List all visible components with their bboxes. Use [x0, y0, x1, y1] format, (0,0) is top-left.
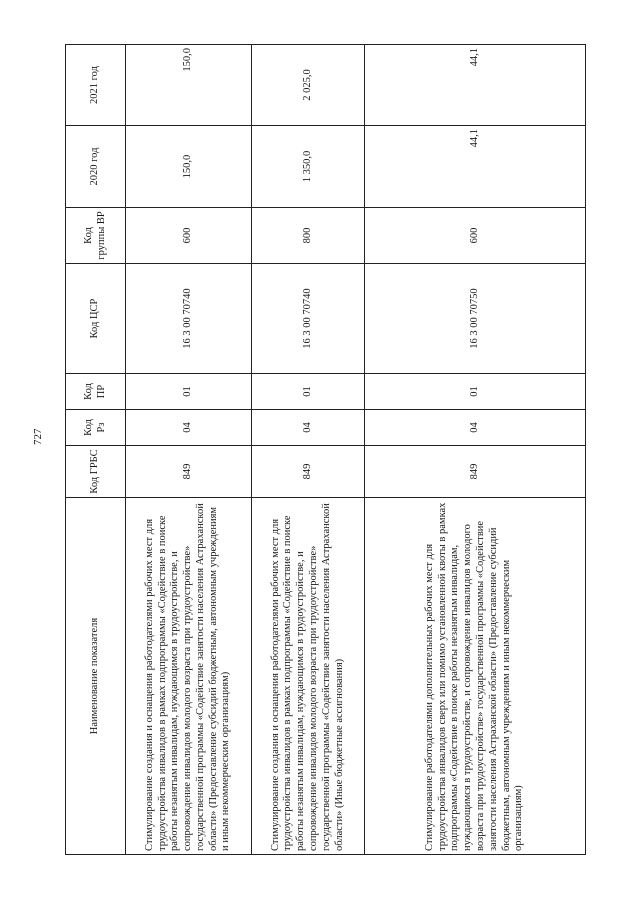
header-csr: Код ЦСР	[66, 264, 126, 374]
table-header-row	[66, 45, 126, 855]
row-grbs: 849	[365, 446, 586, 498]
header-pr: Код ПР	[66, 374, 126, 410]
row-name: Стимулирование создания и оснащения работодателями рабочих мест для трудоустройства инвалидов в рамках подпрограммы «Содействие в поиске работы незанятым инвалидам, нуждающимся в трудоустройстве, и сопровождение инвалидов молодого возраста при трудоустройстве» государственной программы «Содействие занятости населения Астраханской области» (Предоставление субсидий бюджетным, автономным учреждениям и иным некоммерческим организациям)	[126, 498, 252, 855]
row-csr: 16 3 00 70750	[365, 264, 586, 374]
row-name: Стимулирование работодателями дополнительных рабочих мест для трудоустройства инвалидов сверх или помимо установленной квоты в рамках подпрограммы «Содействие в поиске работы незанятым инвалидам, нуждающимся в трудоустройстве, и сопровождение инвалидов молодого возраста при трудоустройстве» государственной программы «Содействие занятости населения Астраханской области» (Предоставление субсидий бюджетным, автономным учреждениям и иным некоммерческим организациям)	[365, 498, 586, 855]
rotated-table-container	[65, 45, 585, 855]
row-2021: 44,1	[365, 45, 586, 126]
header-grbs: Код ГРБС	[66, 446, 126, 498]
table-row	[126, 45, 252, 855]
row-rz: 04	[365, 410, 586, 446]
row-grbs: 849	[252, 446, 365, 498]
row-vr: 800	[252, 208, 365, 264]
table-row	[252, 45, 365, 855]
header-vr: Код группы ВР	[66, 208, 126, 264]
header-rz: Код Рз	[66, 410, 126, 446]
row-pr: 01	[252, 374, 365, 410]
row-rz: 04	[252, 410, 365, 446]
page-number: 727	[32, 428, 44, 445]
row-2020: 1 350,0	[252, 126, 365, 208]
budget-table	[65, 44, 586, 855]
row-csr: 16 3 00 70740	[252, 264, 365, 374]
row-pr: 01	[365, 374, 586, 410]
header-name: Наименование показателя	[66, 498, 126, 855]
header-2021: 2021 год	[66, 45, 126, 126]
row-vr: 600	[365, 208, 586, 264]
row-csr: 16 3 00 70740	[126, 264, 252, 374]
header-2020: 2020 год	[66, 126, 126, 208]
row-grbs: 849	[126, 446, 252, 498]
table-row	[365, 45, 586, 855]
row-2021: 2 025,0	[252, 45, 365, 126]
row-name: Стимулирование создания и оснащения работодателями рабочих мест для трудоустройства инвалидов в рамках подпрограммы «Содействие в поиске работы незанятым инвалидам, нуждающимся в трудоустройстве, и сопровождение инвалидов молодого возраста при трудоустройстве» государственной программы «Содействие занятости населения Астраханской области» (Иные бюджетные ассигнования)	[252, 498, 365, 855]
row-2020: 150,0	[126, 126, 252, 208]
row-2021: 150,0	[126, 45, 252, 126]
row-pr: 01	[126, 374, 252, 410]
row-rz: 04	[126, 410, 252, 446]
row-vr: 600	[126, 208, 252, 264]
row-2020: 44,1	[365, 126, 586, 208]
